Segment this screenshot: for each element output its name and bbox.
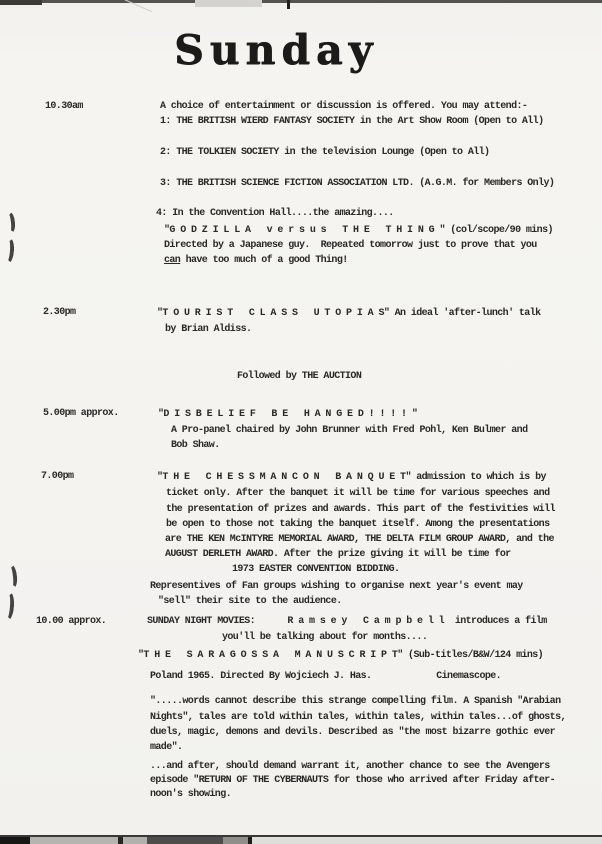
time-1000approx: 10.00 approx. (36, 616, 107, 627)
page-title: Sunday (174, 26, 379, 74)
underlined-word: can (164, 255, 181, 266)
binding-staple-icon (1, 591, 15, 622)
night-movies-line2: you'll be talking about for months.... (222, 632, 428, 643)
review-quote-line1: ".....words cannot describe this strange compelling film. A Spanish "Arabian (150, 696, 561, 707)
morning-option-1: 1: THE BRITISH WIERD FANTASY SOCIETY in the Art Show Room (Open to All) (160, 116, 544, 127)
scan-edge-top-tick (287, 0, 290, 9)
binding-staple-icon (3, 210, 16, 234)
time-700pm: 7.00pm (41, 471, 74, 482)
avengers-line1: ...and after, should demand warrant it, another chance to see the Avengers (150, 761, 550, 772)
sell-site-line: "sell" their site to the audience. (158, 596, 342, 607)
tourist-talk-line2: by Brian Aldiss. (165, 324, 252, 335)
time-500pm: 5.00pm approx. (43, 408, 119, 419)
banquet-line5: are THE KEN McINTYRE MEMORIAL AWARD, THE DELTA FILM GROUP AWARD, and the (165, 534, 554, 545)
banquet-line6: AUGUST DERLETH AWARD. After the prize giving it will be time for (165, 549, 511, 560)
note-rest: have too much of a good Thing! (180, 255, 348, 266)
scan-edge-top-gray-patch (195, 0, 262, 7)
morning-intro: A choice of entertainment or discussion is offered. You may attend:- (160, 101, 528, 112)
panel-line3: Bob Shaw. (171, 440, 220, 451)
godzilla-note-line2 (164, 255, 348, 266)
panel-line2: A Pro-panel chaired by John Brunner with Fred Pohl, Ken Bulmer and (171, 425, 528, 436)
review-quote-line2: Nights", tales are told within tales, within tales, within tales...of ghosts, (150, 712, 566, 723)
scan-edge-bottom-segment (223, 837, 248, 844)
avengers-line2: episode "RETURN OF THE CYBERNAUTS for those who arrived after Friday after- (150, 775, 556, 786)
representatives-line: Representives of Fan groups wishing to organise next year's event may (150, 581, 523, 592)
auction-note: Followed by THE AUCTION (237, 371, 362, 382)
scan-edge-bottom-segment (30, 837, 118, 844)
panel-title: "D I S B E L I E F B E H A N G E D ! ! ! ! " (158, 409, 418, 420)
banquet-line1: "T H E C H E S S M A N C O N B A N Q U E T" admission to which is by (157, 472, 546, 483)
godzilla-note-line1: Directed by a Japanese guy. Repeated tomorrow just to prove that you (164, 240, 537, 251)
time-230pm: 2.30pm (43, 307, 76, 318)
scan-edge-bottom-segment (123, 837, 147, 844)
scan-edge-top (0, 0, 602, 3)
banquet-line4: be open to those not taking the banquet itself. Among the presentations (166, 519, 550, 530)
review-quote-line3: duels, magic, demons and devils. Described as "the most bizarre gothic ever (150, 727, 556, 738)
saragossa-film-title: "T H E S A R A G O S S A M A N U S C R I P T" (Sub-titles/B&W/124 mins) (138, 650, 544, 661)
banquet-line2: ticket only. After the banquet it will be time for various speeches and (166, 488, 550, 499)
scan-edge-top-left (0, 0, 42, 5)
time-1030am: 10.30am (45, 101, 83, 112)
review-quote-line4: made". (150, 742, 183, 753)
avengers-line3: noon's showing. (150, 789, 232, 800)
morning-option-3: 3: THE BRITISH SCIENCE FICTION ASSOCIATION LTD. (A.G.M. for Members Only) (160, 178, 555, 189)
morning-option-2: 2: THE TOLKIEN SOCIETY in the television Lounge (Open to All) (160, 147, 490, 158)
banquet-line3: the presentation of prizes and awards. This part of the festivities will (166, 504, 555, 515)
godzilla-film-title: "G O D Z I L L A v e r s u s T H E T H I N G " (col/scope/90 mins) (164, 225, 553, 236)
scan-edge-bottom-segment (0, 837, 30, 844)
bidding-note: 1973 EASTER CONVENTION BIDDING. (232, 564, 400, 575)
scan-edge-bottom-segment (252, 837, 602, 844)
night-movies-line1: SUNDAY NIGHT MOVIES: R a m s e y C a m p b e l l introduces a film (147, 616, 547, 627)
binding-staple-icon (5, 563, 19, 589)
scan-edge-bottom-segment (147, 837, 223, 844)
film-credits: Poland 1965. Directed By Wojciech J. Has. Cinemascope. (150, 671, 502, 682)
binding-staple-icon (1, 237, 15, 265)
tourist-talk-line1: "T O U R I S T C L A S S U T O P I A S" An ideal 'after-lunch' talk (157, 308, 541, 319)
morning-option-4: 4: In the Convention Hall....the amazing.... (156, 208, 394, 219)
